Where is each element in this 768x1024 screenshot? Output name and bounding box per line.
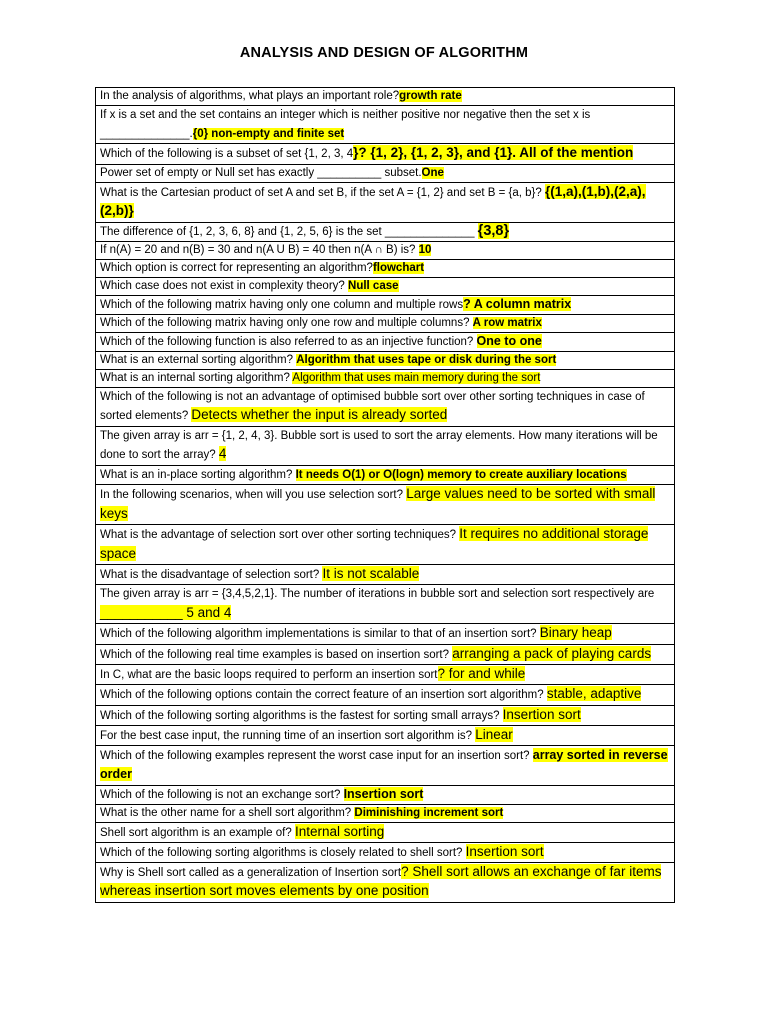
question-text: Which of the following options contain the correct feature of an insertion sort algorithm?	[100, 689, 547, 701]
question-text: The given array is arr = {1, 2, 4, 3}. Bubble sort is used to sort the array elements. How many iterations will be done to sort the array?	[100, 429, 658, 461]
qa-row	[96, 369, 675, 387]
question-text: Why is Shell sort called as a generalization of Insertion sort	[100, 866, 402, 879]
qa-cell	[96, 295, 675, 314]
qa-row	[96, 164, 675, 182]
question-text: What is an external sorting algorithm?	[100, 353, 297, 366]
question-text: Which of the following sorting algorithms is closely related to shell sort?	[100, 846, 466, 859]
answer-highlight: One to one	[476, 333, 542, 348]
qa-table-body	[96, 88, 675, 903]
answer-highlight: ? A column matrix	[463, 296, 572, 311]
qa-row	[96, 387, 675, 426]
answer-highlight: Insertion sort	[465, 843, 544, 859]
qa-cell	[96, 222, 675, 241]
question-text: If x is a set and the set contains an integer which is neither positive nor negative then the set x is ______________.	[100, 109, 591, 140]
answer-highlight: growth rate	[399, 90, 462, 102]
qa-cell	[96, 259, 675, 277]
question-text: Which of the following matrix having only one row and multiple columns?	[100, 316, 473, 329]
qa-cell	[96, 585, 675, 624]
answer-highlight: Binary heap	[539, 625, 612, 640]
answer-highlight: 10	[418, 243, 432, 256]
qa-row	[96, 842, 675, 862]
qa-cell	[96, 465, 675, 485]
question-text: Shell sort algorithm is an example of?	[100, 826, 295, 839]
qa-row	[96, 785, 675, 804]
question-text: Which of the following is not an exchange sort?	[100, 788, 344, 801]
question-text: The given array is arr = {3,4,5,2,1}. The number of iterations in bubble sort and selection sort respectively are	[100, 588, 655, 600]
qa-row	[96, 277, 675, 295]
question-text: The difference of {1, 2, 3, 6, 8} and {1, 2, 5, 6} is the set ______________	[100, 225, 478, 238]
qa-row	[96, 106, 675, 144]
page-title: ANALYSIS AND DESIGN OF ALGORITHM	[239, 45, 529, 61]
qa-cell	[96, 369, 675, 387]
qa-cell	[96, 785, 675, 804]
answer-highlight: A row matrix	[472, 316, 542, 329]
answer-highlight: {(1,a),(1,b),(2,a),(2,b)}	[100, 183, 646, 218]
question-text: If n(A) = 20 and n(B) = 30 and n(A U B) = 40 then n(A ∩ B) is?	[100, 243, 419, 256]
qa-cell	[96, 241, 675, 259]
answer-highlight: ___________ 5 and 4	[100, 604, 232, 620]
answer-highlight: {0} non-empty and finite set	[192, 127, 345, 140]
qa-cell	[96, 106, 675, 144]
answer-highlight: It requires no additional storage space	[100, 526, 649, 561]
question-text: Which option is correct for representing an algorithm?	[100, 261, 373, 274]
answer-highlight: Large values need to be sorted with small keys	[100, 486, 656, 521]
answer-highlight: ? Shell sort allows an exchange of far items whereas insertion sort moves elements by one position	[100, 863, 662, 898]
qa-cell	[96, 842, 675, 862]
question-text: In C, what are the basic loops required to perform an insertion sort	[100, 669, 438, 681]
qa-row	[96, 332, 675, 351]
qa-cell	[96, 277, 675, 295]
answer-highlight: Insertion sort	[502, 706, 581, 722]
question-text: Which of the following function is also referred to as an injective function?	[100, 335, 477, 348]
question-punctuation: ?	[181, 410, 192, 422]
answer-highlight: It is not scalable	[322, 566, 420, 581]
question-text: In the following scenarios, when will you use selection sort?	[100, 489, 407, 501]
qa-cell	[96, 745, 675, 785]
qa-cell	[96, 685, 675, 706]
question-text: Which of the following is a subset of set {1, 2, 3, 4	[100, 148, 354, 160]
question-text: In the analysis of algorithms, what plays an important role?	[100, 90, 400, 102]
qa-cell	[96, 88, 675, 106]
qa-cell	[96, 665, 675, 685]
qa-row	[96, 745, 675, 785]
qa-row	[96, 88, 675, 106]
qa-cell	[96, 624, 675, 645]
question-text: For the best case input, the running time of an insertion sort algorithm is?	[100, 729, 476, 742]
qa-row	[96, 585, 675, 624]
answer-highlight: Detects whether the input is already sorted	[191, 407, 448, 422]
question-text: What is an in-place sorting algorithm?	[100, 468, 296, 481]
qa-row	[96, 665, 675, 685]
qa-cell	[96, 351, 675, 369]
qa-cell	[96, 182, 675, 222]
qa-row	[96, 725, 675, 745]
answer-highlight: }? {1, 2}, {1, 2, 3}, and {1}. All of the mention	[353, 145, 634, 160]
qa-row	[96, 862, 675, 902]
qa-table	[95, 87, 675, 903]
question-text: Which of the following examples represent the worst case input for an insertion sort?	[100, 749, 533, 762]
answer-highlight: ? for and while	[437, 666, 526, 681]
qa-cell	[96, 804, 675, 822]
question-text: Which of the following sorting algorithms is the fastest for sorting small arrays?	[100, 709, 503, 722]
qa-cell	[96, 332, 675, 351]
question-text: What is the advantage of selection sort over other sorting techniques?	[100, 529, 460, 541]
qa-cell	[96, 485, 675, 525]
qa-row	[96, 485, 675, 525]
answer-highlight: Internal sorting	[294, 823, 385, 839]
qa-cell	[96, 725, 675, 745]
qa-cell	[96, 565, 675, 585]
qa-row	[96, 314, 675, 332]
qa-row	[96, 295, 675, 314]
qa-cell	[96, 525, 675, 565]
qa-cell	[96, 387, 675, 426]
qa-cell	[96, 644, 675, 665]
qa-cell	[96, 314, 675, 332]
qa-row	[96, 624, 675, 645]
question-text: What is an internal sorting algorithm?	[100, 371, 293, 384]
qa-row	[96, 351, 675, 369]
question-text: Which of the following is not an advantage of optimised bubble sort over other sorting techniques in case of sorted elements	[100, 390, 645, 422]
answer-highlight: array sorted in reverse order	[100, 747, 668, 781]
answer-highlight: {3,8}	[477, 222, 510, 239]
answer-highlight: flowchart	[372, 261, 425, 274]
qa-row	[96, 644, 675, 665]
question-text: Which of the following real time examples is based on insertion sort?	[100, 648, 453, 661]
qa-row	[96, 565, 675, 585]
question-text: What is the Cartesian product of set A and set B, if the set A = {1, 2} and set B = {a, b}?	[100, 186, 545, 199]
question-text: What is the other name for a shell sort algorithm?	[100, 806, 355, 819]
qa-cell	[96, 862, 675, 902]
question-text: What is the disadvantage of selection sort?	[100, 569, 323, 581]
qa-row	[96, 525, 675, 565]
answer-highlight: Diminishing increment sort	[354, 806, 504, 819]
question-text: Power set of empty or Null set has exactly __________ subset.	[100, 166, 422, 179]
answer-highlight: Algorithm that uses main memory during the sort	[292, 371, 541, 384]
qa-cell	[96, 144, 675, 165]
question-text: Which of the following matrix having only one column and multiple rows	[100, 298, 464, 311]
qa-row	[96, 804, 675, 822]
qa-row	[96, 182, 675, 222]
answer-highlight: One	[421, 166, 444, 179]
qa-row	[96, 465, 675, 485]
qa-cell	[96, 426, 675, 465]
qa-row	[96, 144, 675, 165]
qa-row	[96, 259, 675, 277]
qa-row	[96, 241, 675, 259]
answer-highlight: arranging a pack of playing cards	[452, 645, 652, 661]
qa-row	[96, 685, 675, 706]
answer-highlight: 4	[218, 446, 227, 461]
answer-highlight: Insertion sort	[343, 786, 424, 801]
answer-highlight: Linear	[475, 726, 513, 742]
qa-cell	[96, 164, 675, 182]
answer-highlight: It needs O(1) or O(logn) memory to create auxiliary locations	[295, 468, 627, 481]
qa-row	[96, 822, 675, 842]
qa-row	[96, 426, 675, 465]
answer-highlight: Null case	[348, 279, 399, 292]
qa-cell	[96, 822, 675, 842]
question-text: Which case does not exist in complexity theory?	[100, 279, 349, 292]
qa-row	[96, 705, 675, 725]
answer-highlight: Algorithm that uses tape or disk during the sort	[296, 353, 557, 366]
qa-cell	[96, 705, 675, 725]
question-text: Which of the following algorithm implementations is similar to that of an insertion sort?	[100, 628, 540, 640]
qa-row	[96, 222, 675, 241]
answer-highlight: stable, adaptive	[546, 686, 642, 701]
